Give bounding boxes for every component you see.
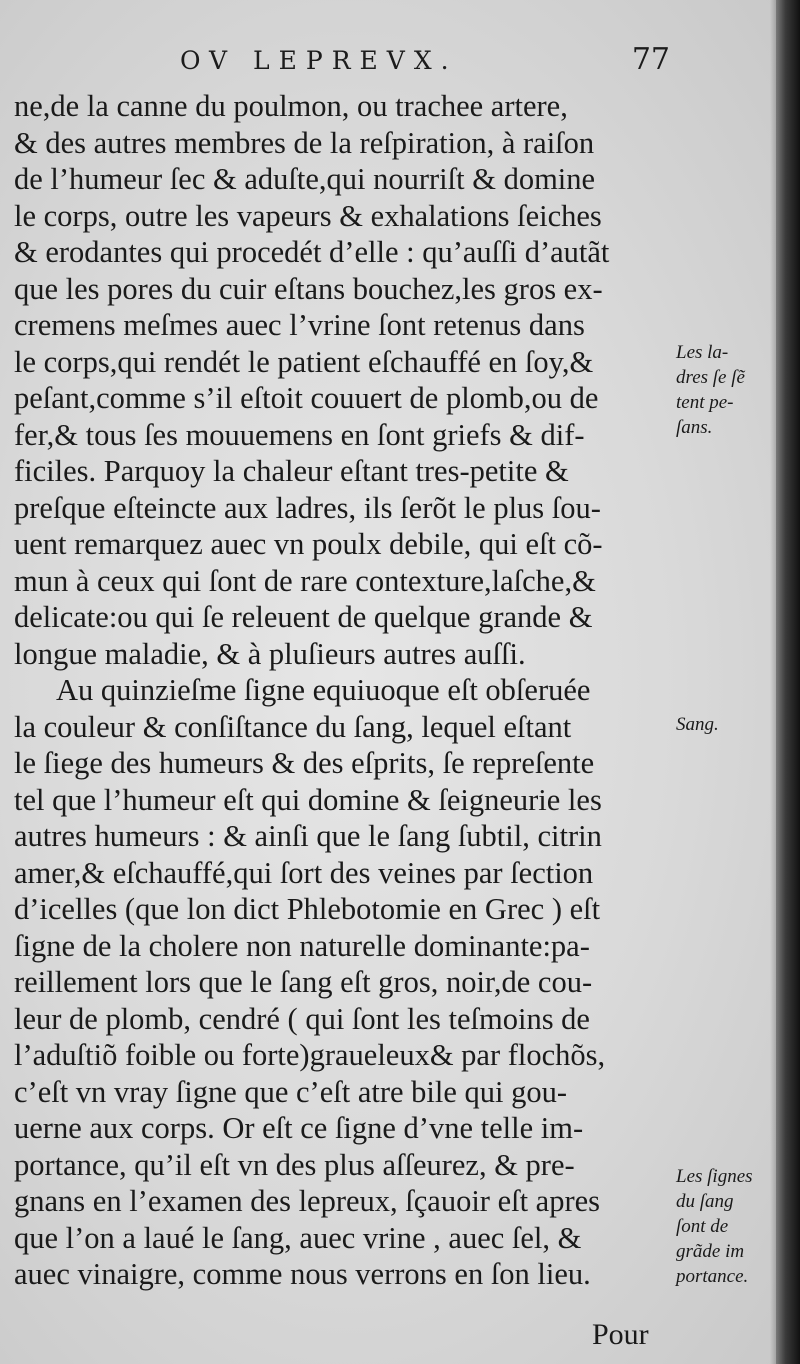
text-line: gnans en l’examen des lepreux, ſçauoir eſt apres [14, 1184, 601, 1218]
body-text [14, 88, 666, 1293]
text-line: tel que l’humeur eſt qui domine & ſeigneurie les [14, 782, 602, 817]
margin-note-line: du ſang [676, 1191, 734, 1212]
margin-note-line: ſont de [676, 1216, 729, 1237]
text-line: ne,de la canne du poulmon, ou trachee artere, [14, 89, 568, 123]
text-line: le corps, outre les vapeurs & exhalations ſeiches [14, 198, 602, 233]
text-line: ficiles. Parquoy la chaleur eſtant tres-petite & [14, 454, 569, 488]
page-header [150, 42, 670, 82]
text-line: preſque eſteincte aux ladres, ils ſerõt le plus ſou- [14, 490, 601, 525]
margin-note-line: dres ſe ſẽ [676, 367, 745, 388]
text-line: uent remarquez auec vn poulx debile, qui eſt cõ- [14, 527, 603, 561]
text-line: le corps,qui rendét le patient eſchauffé en ſoy,& [14, 344, 594, 379]
text-line: que l’on a laué le ſang, auec vrine , auec ſel, & [14, 1220, 582, 1255]
text-line: c’eſt vn vray ſigne que c’eſt atre bile qui gou- [14, 1074, 568, 1109]
text-line: delicate:ou qui ſe releuent de quelque grande & [14, 600, 593, 634]
text-line: longue maladie, & à pluſieurs autres auſſi. [14, 636, 526, 671]
text-line: la couleur & conſiſtance du ſang, lequel eſtant [14, 709, 572, 744]
text-line: leur de plomb, cendré ( qui ſont les teſmoins de [14, 1001, 590, 1036]
margin-note-line: grãde im [676, 1241, 745, 1262]
margin-note-line: ſans. [676, 417, 713, 438]
text-line: mun à ceux qui ſont de rare contexture,laſche,& [14, 563, 596, 598]
page-number: 77 [631, 42, 670, 77]
text-line: le ſiege des humeurs & des eſprits, ſe repreſente [14, 746, 595, 780]
margin-note-line: Les ſignes [676, 1166, 753, 1187]
text-line: l’aduſtiõ foible ou forte)graueleux& par flochõs, [14, 1038, 606, 1072]
text-line: reillement lors que le ſang eſt gros, noir,de cou- [14, 965, 593, 999]
text-line: auec vinaigre, comme nous verrons en ſon lieu. [14, 1257, 591, 1291]
text-line: peſant,comme s’il eſtoit couuert de plomb,ou de [14, 381, 599, 415]
catchword: Pour [592, 1318, 649, 1351]
book-spine [776, 0, 800, 1364]
text-line: ſigne de la cholere non naturelle dominante:pa- [14, 928, 590, 963]
margin-note-blood-signs [676, 1164, 753, 1289]
text-line: & des autres membres de la reſpiration, à raiſon [14, 125, 595, 160]
text-line: portance, qu’il eſt vn des plus aſſeurez, & pre- [14, 1147, 575, 1182]
margin-note-line: tent pe- [676, 392, 734, 413]
running-head: OV LEPREVX. [180, 46, 458, 75]
text-line: uerne aux corps. Or eſt ce ſigne d’vne telle im- [14, 1111, 584, 1145]
text-line: que les pores du cuir eſtans bouchez,les gros ex- [14, 271, 603, 306]
margin-note-line: portance. [676, 1266, 749, 1287]
text-line: cremens meſmes auec l’vrine ſont retenus dans [14, 308, 585, 342]
margin-note-lepers-heavy [676, 340, 745, 440]
text-line: & erodantes qui procedét d’elle : qu’auſſi d’autãt [14, 235, 610, 269]
paragraph-start-line: Au quinzieſme ſigne equiuoque eſt obſeruée [56, 673, 591, 707]
margin-note-line: Sang. [676, 714, 719, 735]
text-line: autres humeurs : & ainſi que le ſang ſubtil, citrin [14, 819, 602, 853]
text-line: de l’humeur ſec & aduſte,qui nourriſt & domine [14, 162, 596, 196]
text-line: amer,& eſchauffé,qui ſort des veines par ſection [14, 855, 594, 890]
margin-note-line: Les la- [676, 342, 729, 363]
text-line: fer,& tous ſes mouuemens en ſont griefs & dif- [14, 417, 585, 452]
margin-note-blood [676, 712, 719, 737]
text-line: d’icelles (que lon dict Phlebotomie en Grec ) eſt [14, 892, 601, 926]
